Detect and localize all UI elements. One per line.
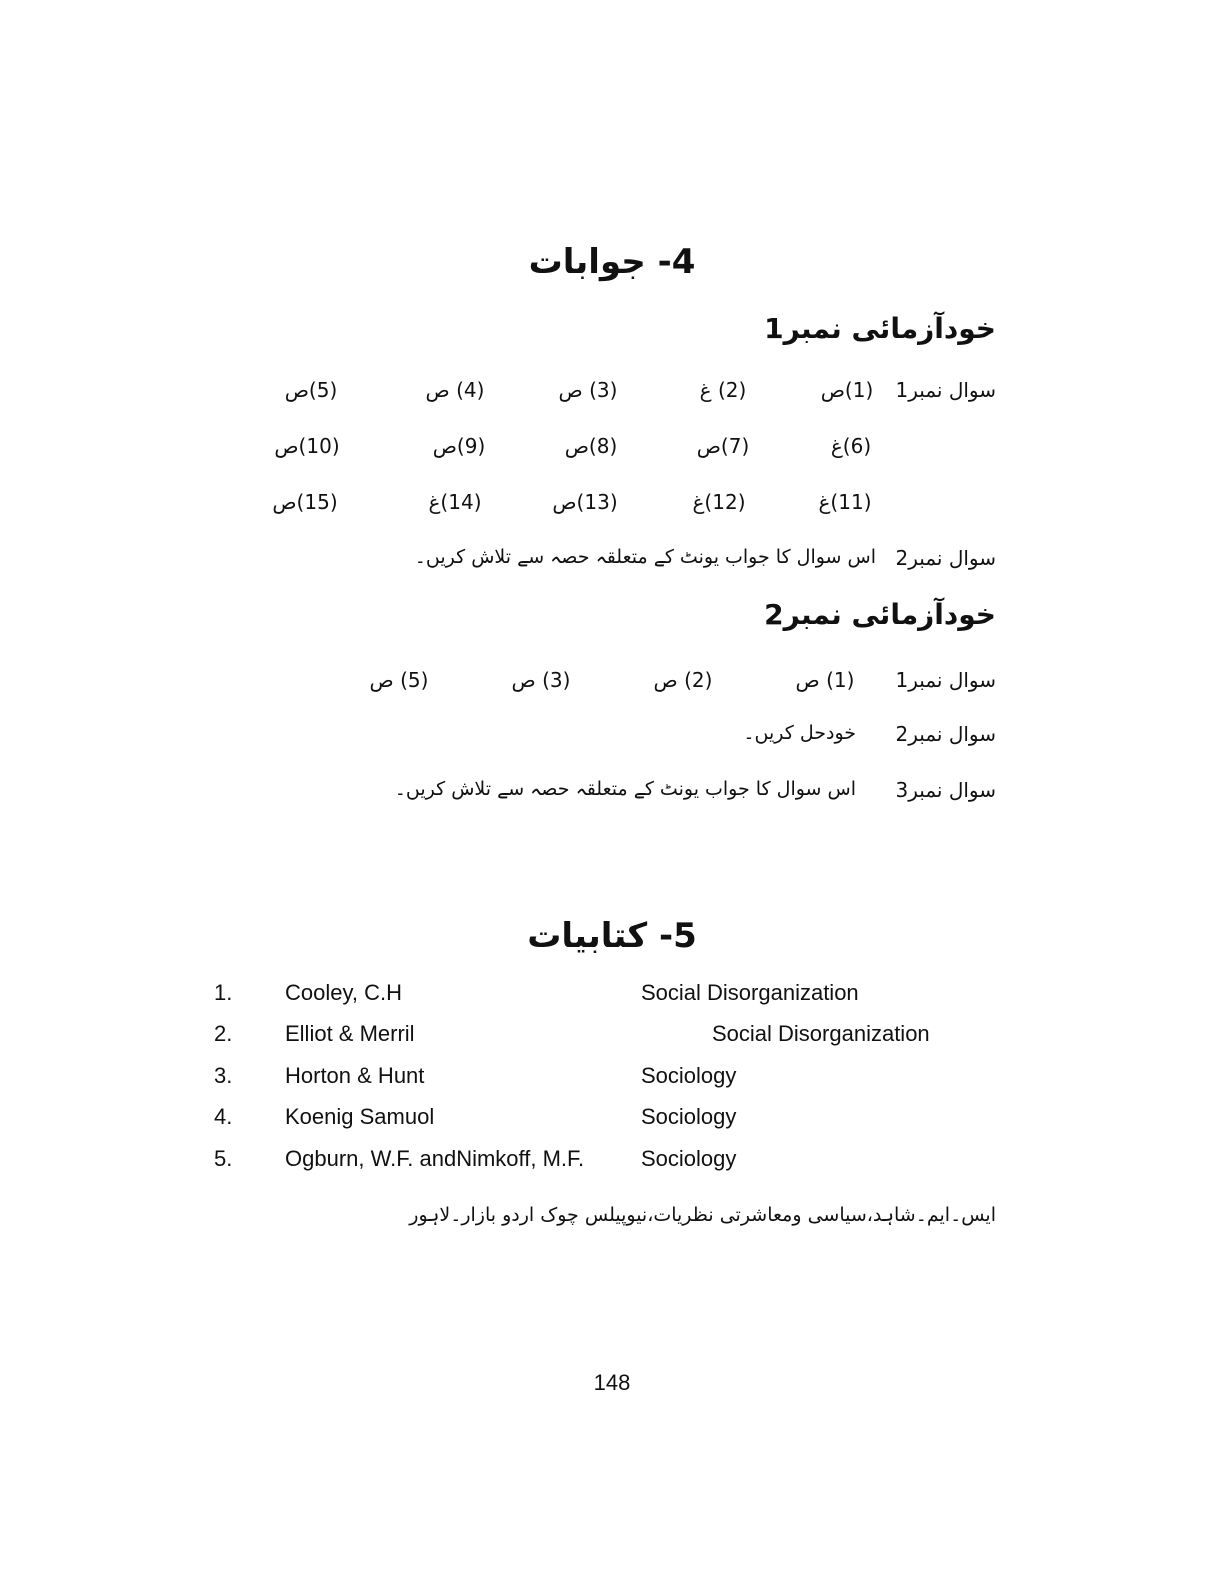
self-test-2-q1-label: سوال نمبر1 xyxy=(895,668,996,692)
answer-cell: (8)ص xyxy=(564,434,618,458)
answer-cell: (7)ص xyxy=(696,434,750,458)
answer-cell: (5) ص xyxy=(369,668,429,692)
bib-title: Sociology xyxy=(641,1063,737,1088)
self-test-2-q3-label: سوال نمبر3 xyxy=(895,778,996,802)
answer-cell: (5)ص xyxy=(284,378,338,402)
answer-cell: (11)غ xyxy=(818,490,872,514)
bib-author: Ogburn, W.F. andNimkoff, M.F. xyxy=(285,1146,585,1171)
answers-heading: 4- جوابات xyxy=(528,242,696,282)
bibliography-heading: 5- کتابیات xyxy=(527,916,697,956)
bib-number: 1. xyxy=(214,980,233,1005)
answer-cell: (10)ص xyxy=(274,434,340,458)
self-test-2-q2-answer: خودحل کریں۔ xyxy=(743,722,856,744)
bib-author: Koenig Samuol xyxy=(285,1104,435,1129)
answer-cell: (6)غ xyxy=(830,434,872,458)
self-test-1-title: خودآزمائی نمبر1 xyxy=(764,312,996,345)
bib-number: 5. xyxy=(214,1146,233,1171)
answer-cell: (12)غ xyxy=(692,490,746,514)
self-test-1-q2-label: سوال نمبر2 xyxy=(895,546,996,570)
self-test-2-title: خودآزمائی نمبر2 xyxy=(764,598,996,631)
self-test-1-q2-answer: اس سوال کا جواب یونٹ کے متعلقہ حصہ سے تلاش کریں۔ xyxy=(414,546,876,568)
answer-cell: (1)ص xyxy=(820,378,874,402)
bib-title: Social Disorganization xyxy=(712,1021,930,1046)
bib-author: Cooley, C.H xyxy=(285,980,402,1005)
answer-cell: (1) ص xyxy=(795,668,855,692)
bib-title: Sociology xyxy=(641,1146,737,1171)
bib-author: Horton & Hunt xyxy=(285,1063,425,1088)
answer-cell: (9)ص xyxy=(432,434,486,458)
answer-cell: (14)غ xyxy=(428,490,482,514)
self-test-2-q3-answer: اس سوال کا جواب یونٹ کے متعلقہ حصہ سے تلاش کریں۔ xyxy=(394,778,856,800)
bib-title: Social Disorganization xyxy=(641,980,859,1005)
self-test-2-q2-label: سوال نمبر2 xyxy=(895,722,996,746)
urdu-reference: ایس۔ایم۔شاہد،سیاسی ومعاشرتی نظریات،نیوپیلس چوک اردو بازار۔لاہور xyxy=(409,1204,996,1226)
bib-author: Elliot & Merril xyxy=(285,1021,415,1046)
page-number: 148 xyxy=(593,1370,631,1395)
bib-number: 3. xyxy=(214,1063,233,1088)
answer-cell: (15)ص xyxy=(272,490,338,514)
answer-cell: (2) ص xyxy=(653,668,713,692)
bib-number: 2. xyxy=(214,1021,233,1046)
answer-cell: (4) ص xyxy=(425,378,485,402)
bib-number: 4. xyxy=(214,1104,233,1129)
bib-title: Sociology xyxy=(641,1104,737,1129)
answer-cell: (3) ص xyxy=(511,668,571,692)
answer-cell: (13)ص xyxy=(552,490,618,514)
answer-cell: (3) ص xyxy=(558,378,618,402)
self-test-1-q1-label: سوال نمبر1 xyxy=(895,378,996,402)
answer-cell: (2) غ xyxy=(699,378,747,402)
